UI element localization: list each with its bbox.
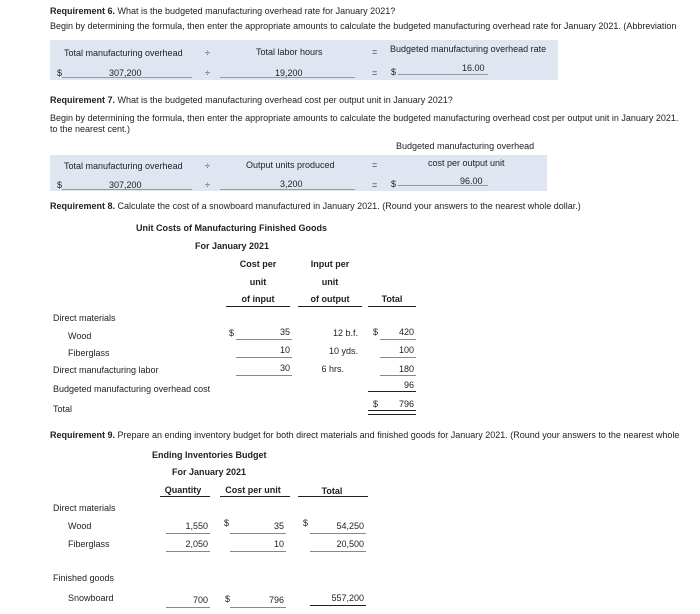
req8-overhead-total[interactable]: 96	[403, 380, 414, 390]
req7-header-overhead: Total manufacturing overhead	[64, 161, 183, 171]
req6-divide-sign: ÷	[205, 48, 210, 58]
req9-wood-qty-field-line	[166, 533, 210, 534]
req8-wood-label: Wood	[68, 331, 92, 341]
req9-col-total: Total	[321, 486, 343, 496]
req8-direct-materials-label: Direct materials	[53, 313, 116, 323]
req9-header-rule-1	[160, 496, 210, 497]
req8-header-rule-3	[368, 306, 416, 307]
req8-col-input-line2: unit	[321, 277, 339, 287]
req9-snowboard-total-rule	[310, 605, 366, 606]
req7-header-units: Output units produced	[246, 160, 335, 170]
req8-col-input-line3: of output	[310, 294, 350, 304]
req8-labor-total[interactable]: 180	[398, 364, 414, 374]
req8-wood-total-currency: $	[373, 327, 379, 337]
req9-wood-total-currency: $	[303, 518, 309, 528]
req8-heading: Requirement 8. Calculate the cost of a snowboard manufactured in January 2021. (Round your answers to the nearest whole dollar.)	[50, 201, 581, 211]
req7-instruction-line2: to the nearest cent.)	[50, 124, 131, 134]
req7-currency-1: $	[57, 180, 63, 190]
req7-header-rate-line1: Budgeted manufacturing overhead	[396, 141, 535, 151]
req9-fiberglass-total-field-line	[310, 551, 366, 552]
req6-header-rate: Budgeted manufacturing overhead rate	[390, 44, 547, 54]
req9-direct-materials-label: Direct materials	[53, 503, 116, 513]
req8-header-rule-1	[226, 306, 290, 307]
req8-wood-cost-field-line	[236, 339, 292, 340]
req9-fiberglass-cost-field-line	[230, 551, 286, 552]
req8-col-cost-line2: unit	[249, 277, 267, 287]
req8-fiberglass-cost-field-line	[236, 357, 292, 358]
req9-header-rule-2	[220, 496, 290, 497]
req8-total-double-rule	[368, 410, 416, 415]
req8-col-input-line1: Input per	[310, 259, 350, 269]
req8-fiberglass-total-field-line	[380, 357, 416, 358]
req8-table-subtitle: For January 2021	[195, 241, 270, 251]
req9-snowboard-cost[interactable]: 796	[268, 595, 284, 605]
req6-currency-1: $	[57, 68, 63, 78]
req8-wood-input[interactable]: 12 b.f.	[332, 328, 358, 338]
req6-instruction: Begin by determining the formula, then enter the appropriate amounts to calculate the budgeted manufacturing overhead rate for January 2021. (Abbreviation	[50, 21, 677, 31]
req8-table-title: Unit Costs of Manufacturing Finished Goods	[136, 223, 327, 233]
req9-header-rule-3	[298, 496, 368, 497]
req8-fiberglass-label: Fiberglass	[68, 348, 110, 358]
req9-wood-total-field-line	[310, 533, 366, 534]
req8-fiberglass-cost[interactable]: 10	[279, 345, 290, 355]
req8-overhead-label: Budgeted manufacturing overhead cost	[53, 384, 211, 394]
req8-labor-cost-field-line	[236, 375, 292, 376]
req6-header-labor-hours: Total labor hours	[256, 47, 323, 57]
req8-header-rule-2	[298, 306, 362, 307]
req9-snowboard-label: Snowboard	[68, 593, 114, 603]
req8-total-currency: $	[373, 399, 379, 409]
req6-overhead-value: 307,200	[109, 68, 142, 78]
req9-table-subtitle: For January 2021	[172, 467, 247, 477]
req8-wood-cost[interactable]: 35	[279, 327, 290, 337]
req9-col-cost-per-unit: Cost per unit	[225, 485, 281, 495]
req7-overhead-value: 307,200	[109, 180, 142, 190]
req7-cost-value: 96.00	[460, 176, 483, 186]
req8-wood-total-field-line	[380, 339, 416, 340]
req8-total-label: Total	[53, 404, 73, 414]
req9-wood-cost[interactable]: 35	[273, 521, 284, 531]
req9-wood-quantity[interactable]: 1,550	[185, 521, 208, 531]
req6-divide-sign-2: ÷	[205, 68, 210, 78]
req7-divide-sign-2: ÷	[205, 180, 210, 190]
req9-fiberglass-label: Fiberglass	[68, 539, 110, 549]
req7-currency-3: $	[391, 179, 397, 189]
req8-total-value[interactable]: 796	[398, 399, 414, 409]
req8-subtotal-rule	[368, 391, 416, 392]
req7-divide-sign: ÷	[205, 161, 210, 171]
req6-equals-sign: =	[372, 47, 378, 57]
req8-col-cost-line3: of input	[241, 294, 275, 304]
req7-equals-sign: =	[372, 160, 378, 170]
req9-col-quantity: Quantity	[164, 485, 202, 495]
req6-equals-sign-2: =	[372, 68, 378, 78]
req9-snowboard-total[interactable]: 557,200	[331, 593, 364, 603]
req7-equals-sign-2: =	[372, 180, 378, 190]
req8-wood-cost-currency: $	[229, 328, 235, 338]
req8-fiberglass-input[interactable]: 10 yds.	[328, 346, 358, 356]
req9-wood-cost-field-line	[230, 533, 286, 534]
req6-currency-3: $	[391, 67, 397, 77]
req9-fiberglass-cost[interactable]: 10	[273, 539, 284, 549]
req9-snowboard-qty-field-line	[166, 607, 210, 608]
req6-rate-value: 16.00	[462, 63, 485, 73]
req7-instruction-line1: Begin by determining the formula, then enter the appropriate amounts to calculate the budgeted manufacturing overhead cost per output unit in January 2021.	[50, 113, 679, 123]
req9-snowboard-cost-currency: $	[225, 594, 231, 604]
req7-units-value: 3,200	[280, 179, 303, 189]
req9-wood-label: Wood	[68, 521, 92, 531]
req8-wood-total[interactable]: 420	[398, 327, 414, 337]
req8-labor-cost[interactable]: 30	[279, 363, 290, 373]
req9-wood-cost-currency: $	[224, 518, 230, 528]
req9-finished-goods-label: Finished goods	[53, 573, 115, 583]
req8-col-cost-line1: Cost per	[239, 259, 277, 269]
req9-snowboard-quantity[interactable]: 700	[192, 595, 208, 605]
req9-wood-total[interactable]: 54,250	[336, 521, 364, 531]
req6-labor-hours-value: 19,200	[275, 68, 303, 78]
req7-header-rate-line2: cost per output unit	[428, 158, 505, 168]
req8-fiberglass-total[interactable]: 100	[398, 345, 414, 355]
req9-fiberglass-quantity[interactable]: 2,050	[185, 539, 208, 549]
req9-snowboard-cost-field-line	[230, 607, 286, 608]
req8-labor-total-field-line	[380, 375, 416, 376]
req8-labor-label: Direct manufacturing labor	[53, 365, 159, 375]
req9-table-title: Ending Inventories Budget	[152, 450, 267, 460]
req6-heading: Requirement 6. What is the budgeted manufacturing overhead rate for January 2021?	[50, 6, 396, 16]
req9-fiberglass-qty-field-line	[166, 551, 210, 552]
req9-fiberglass-total[interactable]: 20,500	[336, 539, 364, 549]
req6-header-overhead: Total manufacturing overhead	[64, 48, 183, 58]
req9-heading: Requirement 9. Prepare an ending inventory budget for both direct materials and finished goods for January 2021. (Round your answers to the nearest whole	[50, 430, 680, 440]
req8-col-total: Total	[381, 294, 403, 304]
req8-labor-input[interactable]: 6 hrs.	[321, 364, 344, 374]
req7-heading: Requirement 7. What is the budgeted manufacturing overhead cost per output unit in January 2021?	[50, 95, 453, 105]
